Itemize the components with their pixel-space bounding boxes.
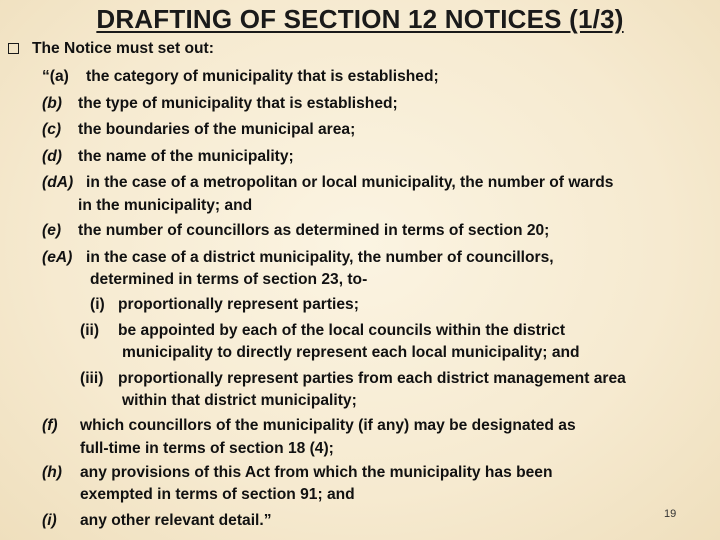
sub-item-continuation: within that district municipality; bbox=[122, 392, 357, 409]
list-item-label: (eA) bbox=[42, 249, 73, 266]
sub-item-text: be appointed by each of the local councils within the district bbox=[118, 322, 566, 339]
intro-text: The Notice must set out: bbox=[32, 40, 214, 57]
list-item-text: any provisions of this Act from which the municipality has been bbox=[80, 464, 553, 481]
list-item-label: (dA) bbox=[42, 174, 74, 191]
sub-item-label: (i) bbox=[90, 296, 105, 313]
list-item-text: the category of municipality that is established; bbox=[86, 68, 439, 85]
list-item-text: which councillors of the municipality (if any) may be designated as bbox=[80, 417, 576, 434]
list-item-continuation: determined in terms of section 23, to- bbox=[90, 271, 368, 288]
sub-item-text: proportionally represent parties; bbox=[118, 296, 359, 313]
list-item-label: (i) bbox=[42, 512, 57, 529]
list-item-label: (b) bbox=[42, 95, 62, 112]
list-item-label: (d) bbox=[42, 148, 62, 165]
list-item-text: the number of councillors as determined in terms of section 20; bbox=[78, 222, 550, 239]
list-item-label: (h) bbox=[42, 464, 62, 481]
checkbox-bullet-icon bbox=[8, 43, 19, 54]
list-item-text: the type of municipality that is established; bbox=[78, 95, 398, 112]
list-item-continuation: exempted in terms of section 91; and bbox=[80, 486, 355, 503]
sub-item-text: proportionally represent parties from each district management area bbox=[118, 370, 626, 387]
list-item-label: “(a) bbox=[42, 68, 69, 85]
list-item-text: in the case of a district municipality, the number of councillors, bbox=[86, 249, 554, 266]
list-item-text: in the case of a metropolitan or local municipality, the number of wards bbox=[86, 174, 614, 191]
list-item-continuation: in the municipality; and bbox=[78, 197, 253, 214]
list-item-continuation: full-time in terms of section 18 (4); bbox=[80, 440, 334, 457]
sub-item-label: (ii) bbox=[80, 322, 100, 339]
list-item-label: (f) bbox=[42, 417, 58, 434]
list-item-text: any other relevant detail.” bbox=[80, 512, 272, 529]
list-item-text: the name of the municipality; bbox=[78, 148, 294, 165]
list-item-text: the boundaries of the municipal area; bbox=[78, 121, 356, 138]
sub-item-continuation: municipality to directly represent each local municipality; and bbox=[122, 344, 580, 361]
sub-item-label: (iii) bbox=[80, 370, 104, 387]
list-item-label: (e) bbox=[42, 222, 62, 239]
page-title: DRAFTING OF SECTION 12 NOTICES (1/3) bbox=[96, 4, 624, 34]
page-number: 19 bbox=[664, 508, 677, 520]
list-item-label: (c) bbox=[42, 121, 62, 138]
